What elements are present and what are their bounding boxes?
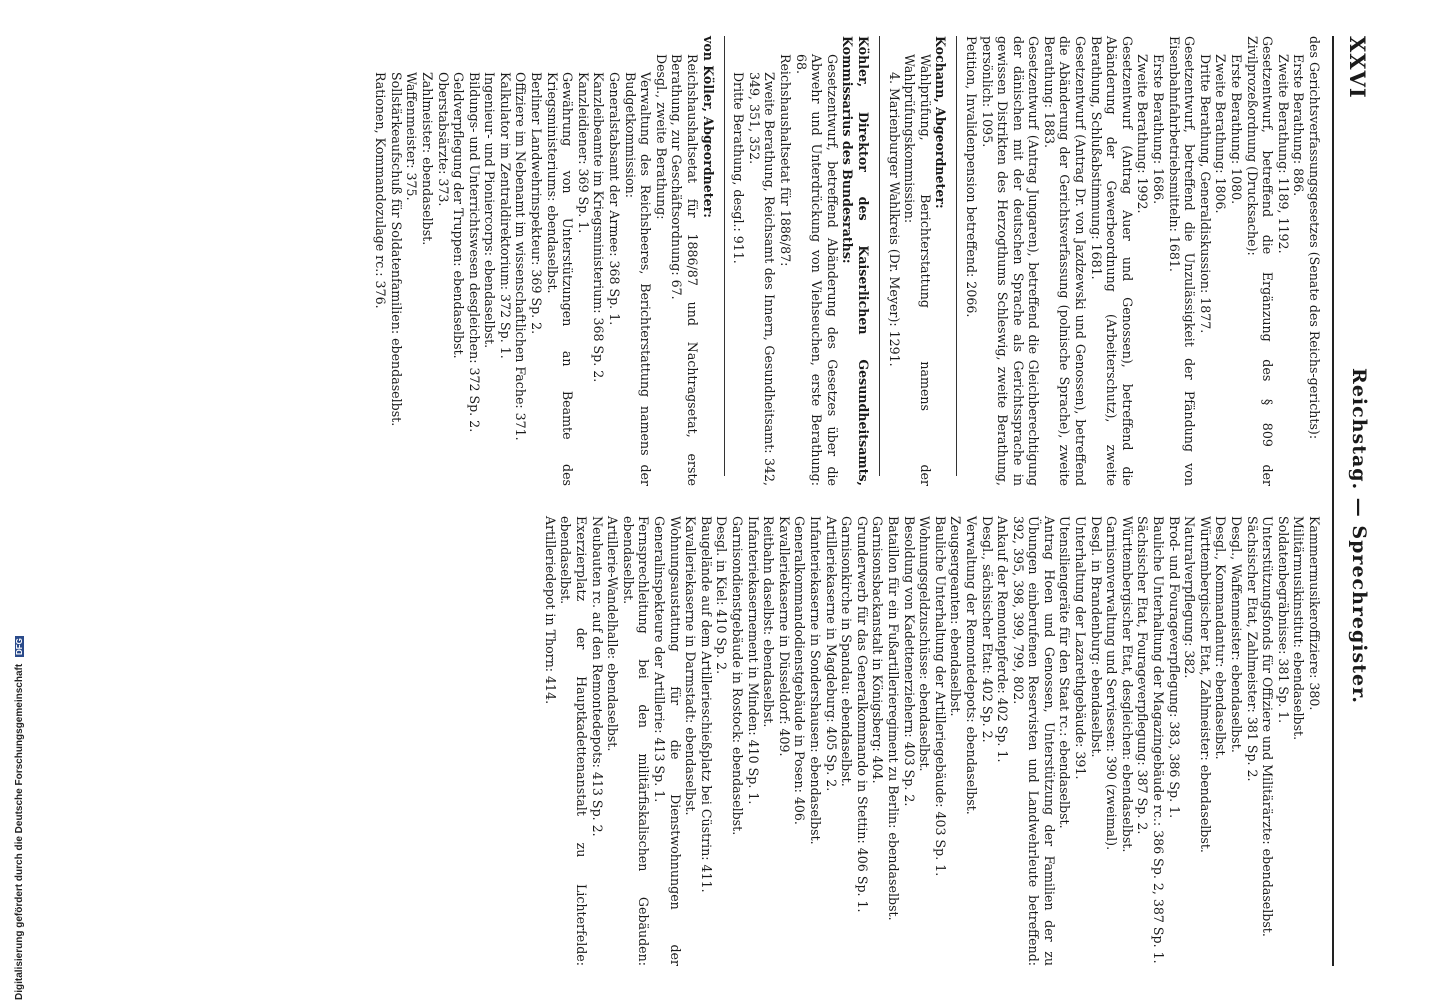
page-number: XXVI (1345, 36, 1370, 99)
register-line: Sollstärkeaufschuß für Soldatenfamilien: ebendaselbst. (388, 72, 404, 427)
attribution-label: Digitalisierung gefördert durch die Deutsche Forschungsgemeinschaft (14, 663, 25, 1000)
register-line: Dritte Berathung, desgl.: 911. (731, 72, 747, 264)
register-line: Infanteriekaserne in Sondershausen: ebendaselbst. (808, 516, 823, 845)
register-line: Bauliche Unterhaltung der Artilleriegebäude: 403 Sp. 1. (932, 516, 948, 877)
register-line: Garnisonkirche in Spandau: ebendaselbst. (839, 516, 855, 787)
register-line: Berliner Landwehrinspekteur: 369 Sp. 2. (529, 72, 545, 335)
register-line: Oberstabsärzte: 373. (435, 72, 451, 207)
register-line: Dritte Berathung, Generaldiskussion: 1877. (1197, 54, 1213, 334)
register-line: Desgl. in Kiel: 410 Sp. 2. (714, 516, 730, 675)
register-line: Zahlmeister: ebendaselbst. (419, 72, 435, 246)
register-line: Erste Berathung: 886. (1291, 54, 1307, 197)
register-line: Gesetzentwurf, betreffend Abänderung des Gesetzes über die Abwehr und Unterdrückung von Viehseuchen, erste Berathung: 68. (793, 54, 840, 486)
register-line: Erste Berathung: 1686. (1151, 54, 1167, 205)
register-line: Geldverpflegung der Truppen: ebendaselbst. (451, 72, 467, 359)
register-line: Kanzleibeamte im Kriegsministerium: 368 Sp. 2. (591, 72, 607, 383)
header-rule (1332, 36, 1334, 966)
page-header (1336, 36, 1370, 966)
page-title: Reichstag. — Sprechregister. (1348, 368, 1370, 704)
register-line: Desgl., zweite Berathung: (653, 54, 669, 220)
register-line: Ankauf der Remontepferde: 402 Sp. 1. (995, 516, 1011, 763)
register-line: Zweite Berathung: 1806. (1213, 54, 1229, 214)
register-line: Gewährung von Unterstützungen an Beamte des Kriegsministeriums: ebendaselbst. (544, 72, 576, 486)
register-line: Württembergischer Etat, desgleichen: ebendaselbst. (1119, 516, 1135, 853)
register-line: Petition, Invalidenpension betreffend: 2066. (963, 36, 979, 318)
register-line: Bauliche Unterhaltung der Magazingebäude rc.: 386 Sp. 2, 387 Sp. 1. (1151, 516, 1167, 964)
register-line: Garnisonsbackanstalt in Königsberg: 404. (870, 516, 886, 784)
register-line: Kanzleidiener: 369 Sp. 1. (575, 72, 591, 234)
register-line: Wohnungsaustattung für die Dienstwohnungen der Generalinspekteure der Artillerie: 413 Sp. 1. (652, 516, 683, 966)
register-line: Grunderwerb für das Generalkommando in Stettin: 406 Sp. 1. (854, 516, 870, 913)
register-line: 4. Marienburger Wahlkreis (Dr. Meyer): 1291. (886, 72, 902, 367)
register-line: Besoldung von Kadettenerziehern: 403 Sp. 2. (901, 516, 917, 807)
register-line: Gesetzentwurf (Antrag Jungaren), betreffend die Gleichberechtigung der dänischen mit der deutschen Sprache als Gerichtssprache in gewissen Distrikten des Herzogthums Schleswig, zweite Berathung, persönlich: 1095. (979, 36, 1042, 486)
register-line: Kalkulator im Zentraldirektorium: 372 Sp. 1. (497, 72, 513, 359)
register-line: Gesetzentwurf (Antrag Auer und Genossen), betreffend die Abänderung der Gewerbeordnung (Arbeiterschutz), zweite Berathung, Schlußabstimmung: 1681. (1088, 36, 1135, 486)
register-line: Desgl. in Brandenburg: ebendaselbst. (1088, 516, 1104, 758)
register-line: Desgl., sächsischer Etat: 402 Sp. 2. (979, 516, 995, 743)
register-line: Kavalleriekaserne in Düsseldorf: 409. (776, 516, 792, 757)
register-line: Bildungs- und Unterrichtswesen desgleichen: 372 Sp. 2. (466, 72, 482, 433)
register-line: Sächsischer Etat, Zahlmeister: 381 Sp. 2. (1244, 516, 1260, 782)
register-line: Zeugsergeanten: ebendaselbst. (948, 516, 964, 717)
register-line: des Gerichtsverfassungsgesetzes (Senate des Reichs-gerichts): (1307, 36, 1322, 440)
register-line: Garnisonverwaltung und Servisesen: 390 (zweimal). (1104, 516, 1120, 851)
register-entry-heading: Köhler, Direktor des Kaiserlichen Gesundheitsamts, Kommissarius des Bundesraths: (840, 36, 871, 486)
register-line: Naturalverpflegung: 382. (1182, 516, 1198, 679)
register-line: Kavalleriekaserne in Darmstadt: ebendaselbst. (683, 516, 699, 816)
register-line: Ingenieur- und Pioniercorps: ebendaselbst. (482, 72, 498, 349)
register-line: Bataillon für ein Fußartillerieregiment zu Berlin: ebendaselbst. (885, 516, 901, 921)
register-line: Soldatenbegräbnisse: 381 Sp. 1. (1275, 516, 1291, 724)
entry-separator (724, 36, 725, 476)
register-line: Generalkommandodienstgebäude in Posen: 406. (792, 516, 808, 825)
register-line: Kammermusikeroffiziere: 380. (1307, 516, 1322, 711)
register-line: Erste Berathung: 1080. (1229, 54, 1245, 205)
register-line: Gesetzentwurf (Antrag Dr. von Jazdzewski und Genossen), betreffend die Abänderung der Gerichtsverfassung (polnische Sprache), zweite Berathung: 1883. (1041, 36, 1089, 486)
attribution-text (14, 20, 25, 1000)
right-column (542, 516, 1322, 966)
register-line: Unterhaltung der Lazarethgebäude: 391. (1073, 516, 1089, 780)
register-line: Zweite Berathung: 1992. (1135, 54, 1151, 214)
dfg-logo: DFG (15, 638, 24, 656)
register-line: Zweite Berathung, Reichsamt des Innern, Gesundheitsamt: 342, 349, 351, 352. (746, 72, 778, 486)
register-line: Artillerie-Wandelhalle: ebendaselbst. (605, 516, 621, 752)
register-line: Gesetzentwurf, betreffend die Ergänzung des § 809 der Zivilprozeßordnung (Drucksache): (1244, 36, 1276, 486)
register-line: Baugelände auf dem Artillerieschießplatz bei Cüstrin: 411. (698, 516, 714, 893)
register-line: Württembergischer Etat, Zahlmeister: ebendaselbst. (1197, 516, 1213, 853)
register-line: Artilleriedepot in Thorn: 414. (542, 516, 558, 705)
entry-separator (956, 36, 957, 476)
register-line: Artilleriekaserne in Magdeburg: 405 Sp. 2. (823, 516, 839, 792)
register-line: Generalstabsamt der Armee: 368 Sp. 1. (607, 72, 623, 326)
register-line: Desgl., Kommandantur: ebendaselbst. (1213, 516, 1229, 760)
register-line: Exerzierplatz der Hauptkadettenanstalt zu Lichterfelde: ebendaselbst. (558, 516, 590, 966)
register-line: Militärmusikinstitut: ebendaselbst. (1291, 516, 1307, 741)
register-line: Brod- und Fourageverpflegung: 383, 386 Sp. 1. (1166, 516, 1182, 819)
register-line: Gesetzentwurf, betreffend die Unzulässigkeit der Pfändung von Eisenbahnfahrbetriebsmitteln: 1681. (1166, 36, 1198, 486)
register-line: Verwaltung des Reichsheeres, Berichterstattung namens der Budgetkommission: (622, 72, 654, 486)
entry-separator (879, 36, 880, 476)
register-line: Waffenmeister: 375. (404, 72, 420, 201)
register-line: Reitbahn daselbst: ebendaselbst. (761, 516, 777, 728)
register-line: Verwaltung der Remontedepots: ebendaselbst. (963, 516, 979, 815)
register-line: Sächsischer Etat, Fourageverpflegung: 387 Sp. 2. (1135, 516, 1151, 835)
register-line: Fernsprechleitung bei den militärfiskalischen Gebäuden: ebendaselbst. (620, 516, 652, 966)
left-column (373, 36, 1322, 486)
register-line: Desgl., Waffenmeister: ebendaselbst. (1229, 516, 1245, 753)
register-line: Reichshaushaltsetat für 1886/87 und Nachtragsetat, erste Berathung, zur Geschäftsordnung: 67. (669, 54, 701, 486)
register-line: Wohnungsgeldzuschüsse: ebendaselbst. (917, 516, 933, 772)
register-line: Reichshaushaltsetat für 1886/87: (778, 54, 793, 267)
register-line: Garnisondienstgebäude in Rostock: ebendaselbst. (730, 516, 746, 836)
register-line: Utensiliengeräte für den Staat rc.: ebendaselbst. (1057, 516, 1073, 829)
register-entry-heading: von Köller, Abgeordneter: (700, 36, 716, 218)
register-line: Unterstützungsfonds für Offiziere und Militärärzte: ebendaselbst. (1260, 516, 1276, 937)
register-line: Offiziere im Nebenamt im wissenschaftlichen Fache: 371. (513, 72, 529, 441)
register-line: Zweite Berathung: 1189, 1192. (1275, 54, 1291, 254)
register-line: Neubauten rc. auf den Remontedepots: 413 Sp. 2. (589, 516, 605, 837)
register-line: Infanteriekasernement in Minden: 410 Sp. 1. (745, 516, 761, 805)
register-line: Wahlprüfung, Berichterstattung namens der Wahlprüfungskommission: (902, 54, 933, 486)
register-entry-heading: Kochann, Abgeordneter: (933, 36, 949, 209)
register-line: Rationen, Kommandozulage rc.: 376. (373, 72, 389, 309)
side-attribution (0, 0, 25, 1000)
register-line: Antrag Hoen und Genossen, Unterstützung der Familien der zu Übungen einberufenen Reservisten und Landwehrleute betreffend: 392, 395, 398, 399, 799, 802. (1010, 516, 1057, 966)
